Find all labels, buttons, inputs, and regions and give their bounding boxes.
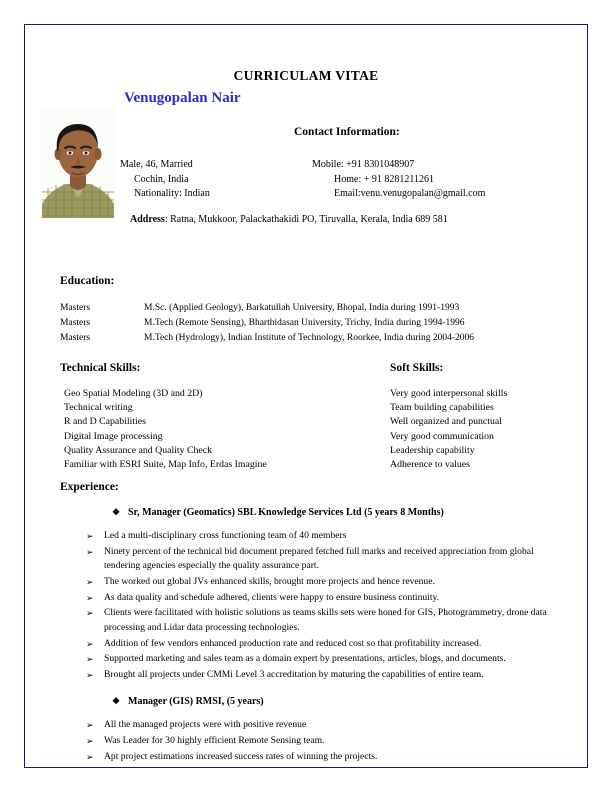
diamond-bullet-icon: ❖: [112, 696, 121, 707]
skill-item: Well organized and punctual: [390, 416, 502, 428]
personal-line: Cochin, India: [134, 173, 189, 185]
skill-item: Adherence to values: [390, 459, 470, 471]
soft-skills-heading: Soft Skills:: [390, 362, 444, 374]
education-row: [60, 331, 572, 346]
contact-information-heading: Contact Information:: [294, 126, 400, 138]
bullet-item: [86, 652, 572, 666]
address-label: Address: [130, 214, 165, 225]
education-description: M.Tech (Remote Sensing), Bharthidasan University, Trichy, India during 1994-1996: [144, 318, 465, 328]
bullet-text: Brought all projects under CMMi Level 3 accreditation by maturing the capabilities of entire team.: [104, 669, 484, 681]
personal-line: Male, 46, Married: [120, 159, 193, 170]
bullet-item: [86, 668, 572, 682]
technical-skills-list: [64, 387, 374, 472]
skill-item: Team building capabilities: [390, 402, 494, 414]
document-title: CURRICULAM VITAE: [233, 68, 379, 83]
address-value: : Ratna, Mukkoor, Palackathakidi PO, Tiruvalla, Kerala, India 689 581: [164, 214, 448, 225]
bullet-text: Led a multi-disciplinary cross functioning team of 40 members: [104, 530, 347, 541]
skill-item: R and D Capabilities: [64, 416, 146, 428]
contact-email: Email:venu.venugopalan@gmail.com: [334, 188, 486, 199]
skill-item: Digital Image processing: [64, 430, 163, 442]
education-degree: Masters: [60, 303, 91, 313]
job-title-row: [40, 696, 572, 707]
diamond-bullet-icon: ❖: [112, 507, 121, 517]
job-title: Manager (GIS) RMSI, (5 years): [128, 696, 264, 708]
bullet-item: [86, 718, 572, 732]
bullet-text: Was Leader for 30 highly efficient Remote Sensing team.: [104, 735, 325, 747]
arrow-bullet-icon: ➢: [86, 638, 94, 649]
address: [130, 214, 448, 225]
bullet-text: The worked out global JVs enhanced skills, brought more projects and hence revenue.: [104, 575, 435, 587]
bullet-item: [86, 750, 572, 764]
education-heading: Education:: [60, 275, 115, 287]
skill-item: Very good communication: [390, 430, 494, 442]
arrow-bullet-icon: ➢: [86, 752, 94, 763]
arrow-bullet-icon: ➢: [86, 576, 94, 587]
bullet-text: Ninety percent of the technical bid document prepared fetched full marks and received appreciation from global tendering agencies especially the quality assurance part.: [104, 545, 534, 572]
portrait-photo: [40, 108, 116, 218]
arrow-bullet-icon: ➢: [86, 592, 94, 603]
bullet-item: [86, 591, 572, 605]
technical-skills-heading: Technical Skills:: [60, 362, 141, 374]
arrow-bullet-icon: ➢: [86, 608, 94, 619]
page-content: [40, 40, 572, 766]
skill-item: Geo Spatial Modeling (3D and 2D): [64, 388, 203, 399]
personal-details: [120, 158, 210, 202]
job-title: Sr, Manager (Geomatics) SBL Knowledge Services Ltd (5 years 8 Months): [128, 507, 444, 518]
education-degree: Masters: [60, 318, 91, 328]
arrow-bullet-icon: ➢: [86, 546, 94, 557]
skills-columns: [40, 387, 572, 479]
personal-line: Nationality: Indian: [134, 188, 210, 199]
soft-skills-list: [390, 387, 590, 472]
bullet-item: [86, 734, 572, 748]
job-entry: [40, 696, 572, 764]
skill-item: Leadership capability: [390, 444, 475, 456]
skill-item: Quality Assurance and Quality Check: [64, 444, 213, 456]
arrow-bullet-icon: ➢: [86, 654, 94, 665]
bullet-item: [86, 529, 572, 543]
bullet-text: Addition of few vendors enhanced production rate and reduced cost so that profitability increased.: [104, 637, 482, 649]
bullet-text: All the managed projects were with positive revenue: [104, 719, 307, 731]
arrow-bullet-icon: ➢: [86, 670, 94, 681]
job-title-row: [40, 507, 572, 518]
contact-mobile: Mobile: +91 8301048907: [312, 159, 415, 170]
skill-item: Familiar with ESRI Suite, Map Info, Erdas Imagine: [64, 459, 267, 471]
education-degree: Masters: [60, 333, 91, 343]
bullet-item: [86, 637, 572, 651]
education-description: M.Tech (Hydrology), Indian Institute of Technology, Roorkee, India during 2004-2006: [144, 333, 475, 343]
bullet-item: [86, 575, 572, 589]
bullet-item: [86, 545, 572, 574]
education-row: [60, 301, 572, 316]
job-bullet-list: [40, 529, 572, 682]
contact-home: Home: + 91 8281211261: [334, 173, 434, 185]
bullet-text: Supported marketing and sales team as a domain expert by presentations, articles, blogs, and documents.: [104, 653, 506, 665]
contact-details: [312, 158, 485, 202]
skill-item: Technical writing: [64, 402, 133, 414]
job-bullet-list: [40, 718, 572, 764]
bullet-item: [86, 606, 572, 635]
education-row: [60, 316, 572, 331]
bullet-text: Apt project estimations increased success rates of winning the projects.: [104, 751, 378, 763]
arrow-bullet-icon: ➢: [86, 720, 94, 731]
arrow-bullet-icon: ➢: [86, 736, 94, 747]
bullet-text: Clients were facilitated with holistic solutions as teams skills sets were honed for GIS, Photogrammetry, drone data processing and Lidar data processing technologies.: [104, 607, 547, 633]
job-entry: [40, 507, 572, 682]
person-name: Venugopalan Nair: [124, 90, 241, 106]
experience-heading: Experience:: [60, 481, 119, 493]
arrow-bullet-icon: ➢: [86, 531, 94, 541]
bullet-text: As data quality and schedule adhered, clients were happy to ensure business continuity.: [104, 591, 440, 603]
header-block: [40, 90, 572, 275]
skills-headings: [40, 362, 572, 380]
education-description: M.Sc. (Applied Geology), Barkatullah University, Bhopal, India during 1991-1993: [144, 303, 460, 313]
education-list: [40, 301, 572, 346]
skill-item: Very good interpersonal skills: [390, 388, 508, 399]
